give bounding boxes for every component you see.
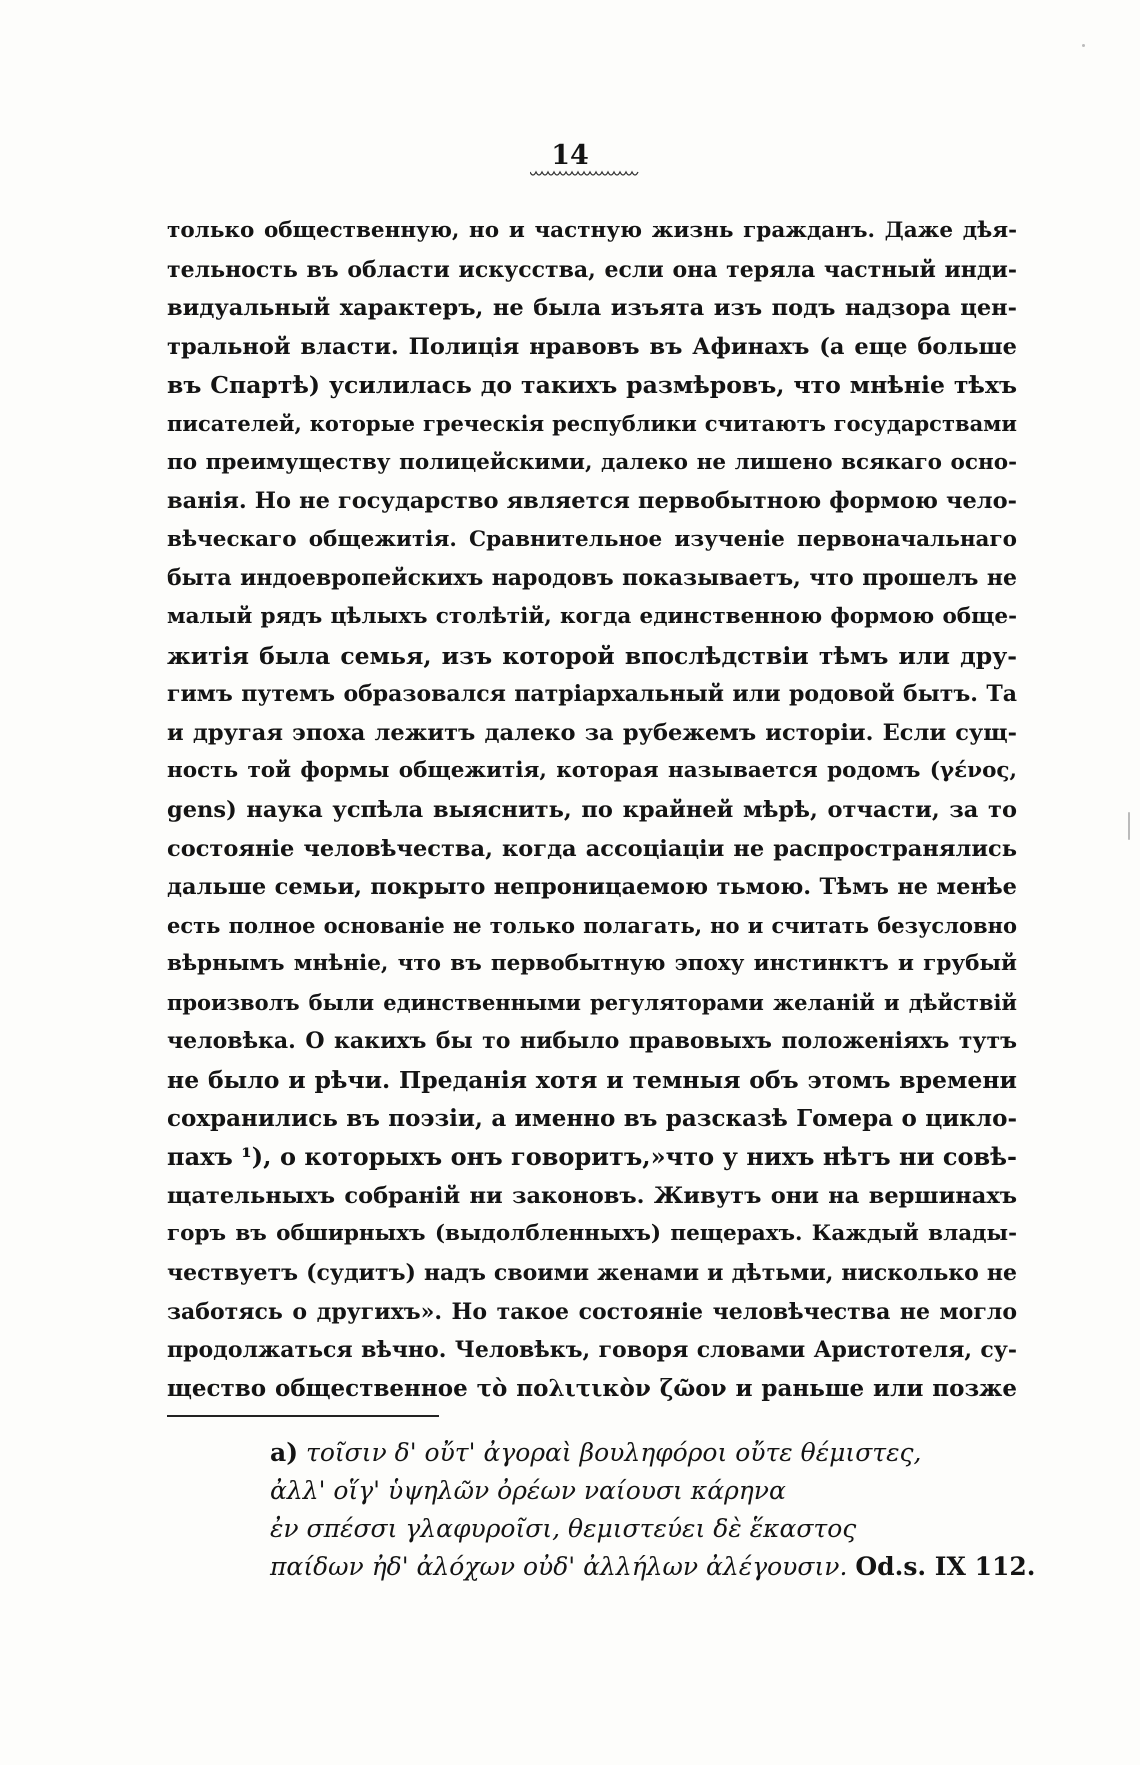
text-line: по преимуществу полицейскими, далеко не лишено всякаго осно- xyxy=(167,449,1017,475)
text-line: gens) наука успѣла выяснить, по крайней мѣрѣ, отчасти, за то xyxy=(167,796,1017,823)
text-line: писателей, которые греческія республики считаютъ государствами xyxy=(167,410,1017,436)
text-line: произволъ были единственными регуляторами желаній и дѣйствій xyxy=(167,989,1017,1015)
body-text xyxy=(167,212,1017,1408)
footnote-line xyxy=(270,1472,1030,1510)
text-line: и другая эпоха лежитъ далеко за рубежемъ исторіи. Если сущ- xyxy=(167,719,1017,746)
text-line: щество общественное τὸ πολιτικὸν ζῶον и раньше или позже xyxy=(167,1374,1017,1402)
text-line: щательныхъ собраній ни законовъ. Живутъ они на вершинахъ xyxy=(167,1182,1017,1209)
paper-speck xyxy=(1128,812,1130,840)
text-line: человѣка. О какихъ бы то нибыло правовыхъ положеніяхъ тутъ xyxy=(167,1028,1017,1055)
text-line: дальше семьи, покрыто непроницаемою тьмою. Тѣмъ не менѣе xyxy=(167,874,1017,901)
text-line: житія была семья, изъ которой впослѣдствіи тѣмъ или дру- xyxy=(167,641,1017,670)
text-line: видуальный характеръ, не была изъята изъ подъ надзора цен- xyxy=(167,295,1017,322)
text-line: тральной власти. Полиція нравовъ въ Афинахъ (а еще больше xyxy=(167,333,1017,360)
footnote-line xyxy=(270,1434,1030,1472)
paper-speck xyxy=(1082,44,1085,47)
footnote-line xyxy=(270,1548,1036,1586)
text-line: заботясь о другихъ». Но такое состояніе человѣчества не могло xyxy=(167,1298,1017,1325)
footnote-line xyxy=(270,1510,1030,1548)
footnote-text: ἐν σπέσσι γλαφυροῖσι, θεμιστεύει δὲ ἕκαστος xyxy=(270,1514,857,1543)
footnote-separator xyxy=(167,1415,439,1417)
footnote-reference: Od.s. IX 112. xyxy=(855,1552,1036,1581)
text-line: есть полное основаніе не только полагать, но и считать безусловно xyxy=(167,912,1017,938)
text-line: ность той формы общежитія, которая называется родомъ (γένος, xyxy=(167,758,1017,784)
page-number: 14 xyxy=(551,140,589,171)
footnote-text: παίδων ἠδ' ἀλόχων οὐδ' ἀλλήλων ἀλέγουσιν. xyxy=(270,1552,848,1581)
text-line: вѣрнымъ мнѣніе, что въ первобытную эпоху инстинктъ и грубый xyxy=(167,951,1017,977)
text-line: быта индоевропейскихъ народовъ показываетъ, что прошелъ не xyxy=(167,565,1017,592)
footnote-text: ἀλλ' οἵγ' ὑψηλῶν ὀρέων ναίουσι κάρηνα xyxy=(270,1476,786,1505)
text-line: гимъ путемъ образовался патріархальный или родовой бытъ. Та xyxy=(167,681,1017,708)
text-line: ванія. Но не государство является первобытною формою чело- xyxy=(167,488,1017,515)
text-line: только общественную, но и частную жизнь гражданъ. Даже дѣя- xyxy=(167,218,1017,243)
text-line: продолжаться вѣчно. Человѣкъ, говоря словами Аристотеля, су- xyxy=(167,1337,1017,1364)
text-line: малый рядъ цѣлыхъ столѣтій, когда единственною формою обще- xyxy=(167,603,1017,629)
text-line: горъ въ обширныхъ (выдолбленныхъ) пещерахъ. Каждый влады- xyxy=(167,1221,1017,1247)
text-line: въ Спартѣ) усилилась до такихъ размѣровъ, что мнѣніе тѣхъ xyxy=(167,371,1017,400)
text-line: тельность въ области искусства, если она теряла частный инди- xyxy=(167,256,1017,283)
text-line: вѣческаго общежитія. Сравнительное изученіе первоначальнаго xyxy=(167,526,1017,552)
footnote xyxy=(270,1434,1036,1586)
text-line: не было и рѣчи. Преданія хотя и темныя объ этомъ времени xyxy=(167,1066,1017,1095)
footnote-marker: а) xyxy=(270,1438,299,1467)
footnote-text: τοῖσιν δ' οὔτ' ἀγοραὶ βουληφόροι οὔτε θέμιστες, xyxy=(305,1438,922,1467)
ornament-divider xyxy=(530,168,640,180)
text-line: сохранились въ поэзіи, а именно въ разсказѣ Гомера о цикло- xyxy=(167,1104,1017,1132)
text-line: состояніе человѣчества, когда ассоціаціи не распространялись xyxy=(167,835,1017,862)
text-line: пахъ ¹), о которыхъ онъ говоритъ,»что у нихъ нѣтъ ни совѣ- xyxy=(167,1142,1017,1172)
text-line: чествуетъ (судитъ) надъ своими женами и дѣтьми, нисколько не xyxy=(167,1260,1017,1287)
